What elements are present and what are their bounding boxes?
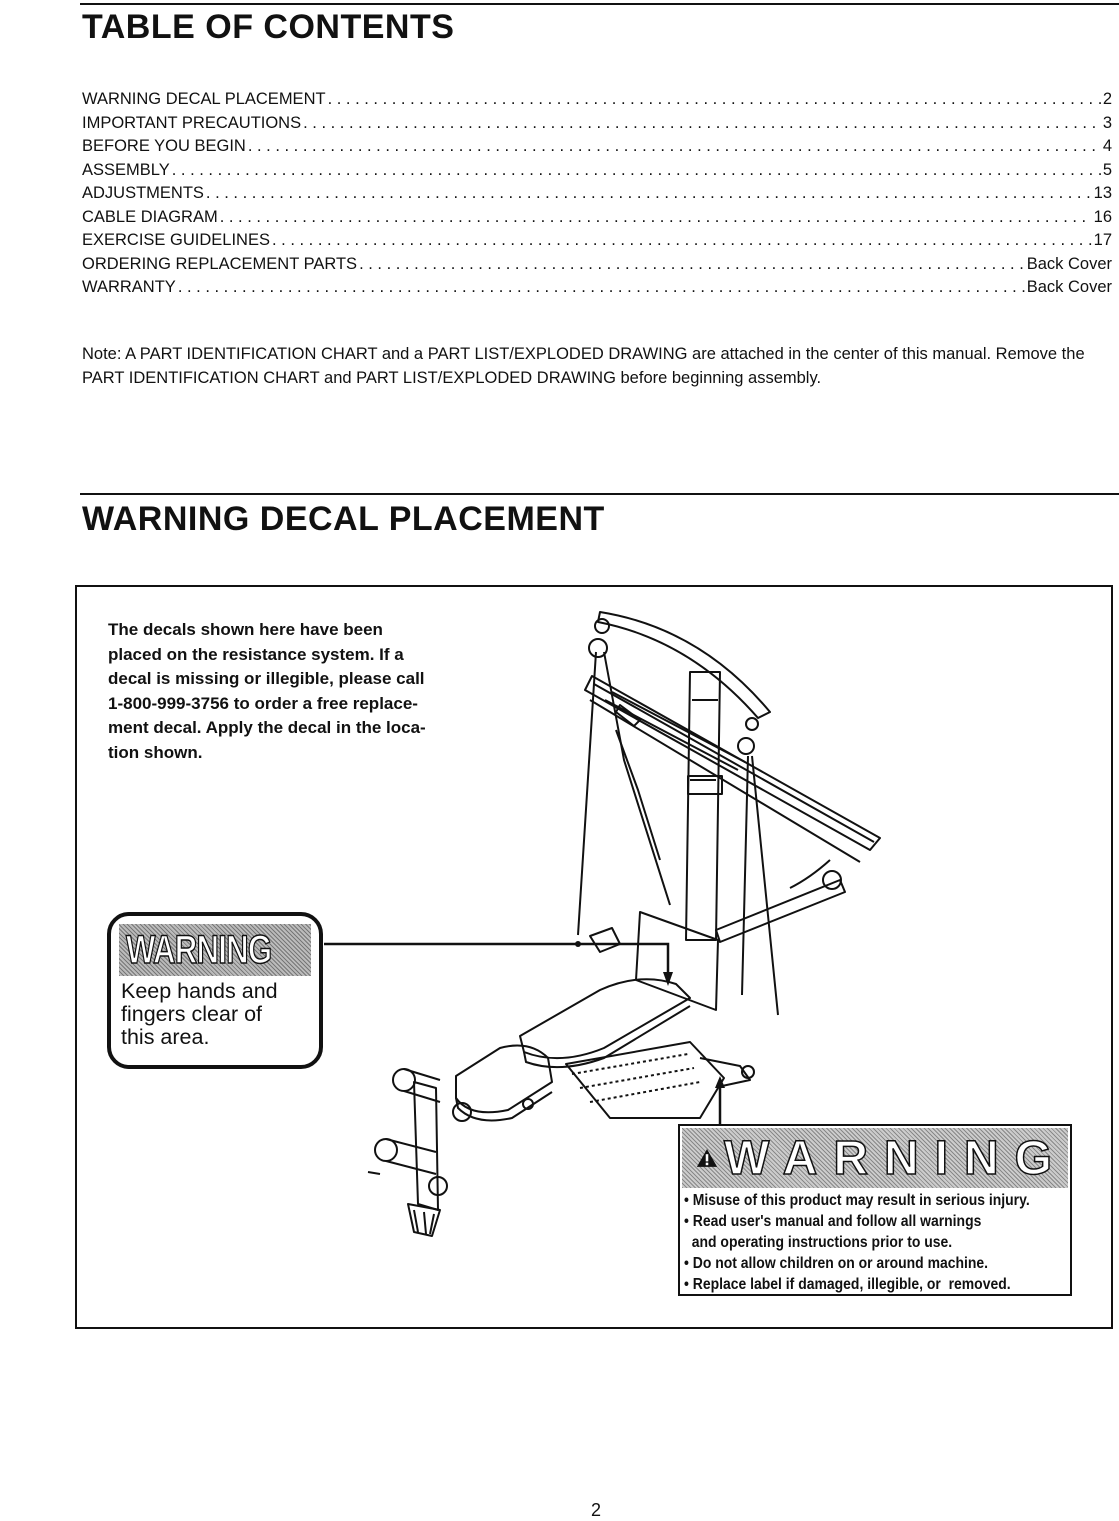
toc-entry-title: ORDERING REPLACEMENT PARTS bbox=[82, 254, 358, 273]
decal-section-heading: WARNING DECAL PLACEMENT bbox=[82, 500, 605, 538]
decal-intro-text: The decals shown here have been placed on the resistance system. If a decal is missing or illegible, please call 1-800-999-3756 to order a free replace- ment decal. Apply the decal in the loca- tion shown. bbox=[108, 620, 426, 762]
small-warning-decal bbox=[107, 912, 323, 1069]
large-warning-header bbox=[682, 1128, 1068, 1188]
small-warning-text: Keep hands and fingers clear of this area. bbox=[121, 979, 278, 1049]
page-number: 2 bbox=[590, 1500, 601, 1520]
toc-entry-title: EXERCISE GUIDELINES bbox=[82, 231, 270, 249]
warning-bullet-line: • Do not allow children on or around machine. bbox=[684, 1255, 989, 1272]
toc-heading: TABLE OF CONTENTS bbox=[82, 8, 455, 46]
large-warning-title: WARNING bbox=[724, 1131, 1068, 1185]
toc-entry-title: ADJUSTMENTS bbox=[82, 184, 204, 202]
large-warning-bullets bbox=[684, 1190, 1062, 1295]
large-warning-decal bbox=[678, 1124, 1072, 1296]
warning-bullet-line: • Replace label if damaged, illegible, or removed. bbox=[684, 1276, 1011, 1293]
warning-bullet-line: • Read user's manual and follow all warnings bbox=[684, 1213, 982, 1230]
toc-entry-page: Back Cover bbox=[1026, 254, 1112, 273]
toc-entry-page: 5 bbox=[1102, 160, 1112, 179]
toc-entry-title: ASSEMBLY bbox=[82, 160, 170, 179]
warning-bullet-line: and operating instructions prior to use. bbox=[684, 1234, 953, 1251]
toc-entry-title: BEFORE YOU BEGIN bbox=[82, 137, 246, 155]
small-warning-title: WARNING bbox=[125, 927, 272, 972]
toc-entry-page: 17 bbox=[1093, 231, 1112, 249]
toc-entry-page: Back Cover bbox=[1026, 278, 1112, 296]
toc-entry-page: 3 bbox=[1102, 113, 1112, 132]
warning-bullet-line: • Misuse of this product may result in serious injury. bbox=[684, 1192, 1030, 1209]
toc-entry-page: 13 bbox=[1093, 184, 1112, 202]
toc-entry-page: 2 bbox=[1102, 90, 1112, 108]
toc-entry-title: WARRANTY bbox=[82, 278, 176, 296]
warning-triangle-icon bbox=[696, 1135, 718, 1181]
toc-entry-title: CABLE DIAGRAM bbox=[82, 207, 218, 226]
toc-entry-page: 16 bbox=[1093, 207, 1112, 226]
toc-note: Note: A PART IDENTIFICATION CHART and a PART LIST/EXPLODED DRAWING are attached in the center of this manual. Remove the PART IDENTIFICATION CHART and PART LIST/EXPLODED DRAWING before beginning assembly. bbox=[82, 345, 1085, 387]
toc-entry-title: WARNING DECAL PLACEMENT bbox=[82, 90, 326, 108]
small-warning-header bbox=[119, 924, 311, 976]
toc-entry-page: 4 bbox=[1102, 137, 1112, 155]
toc-entry-title: IMPORTANT PRECAUTIONS bbox=[82, 113, 302, 132]
